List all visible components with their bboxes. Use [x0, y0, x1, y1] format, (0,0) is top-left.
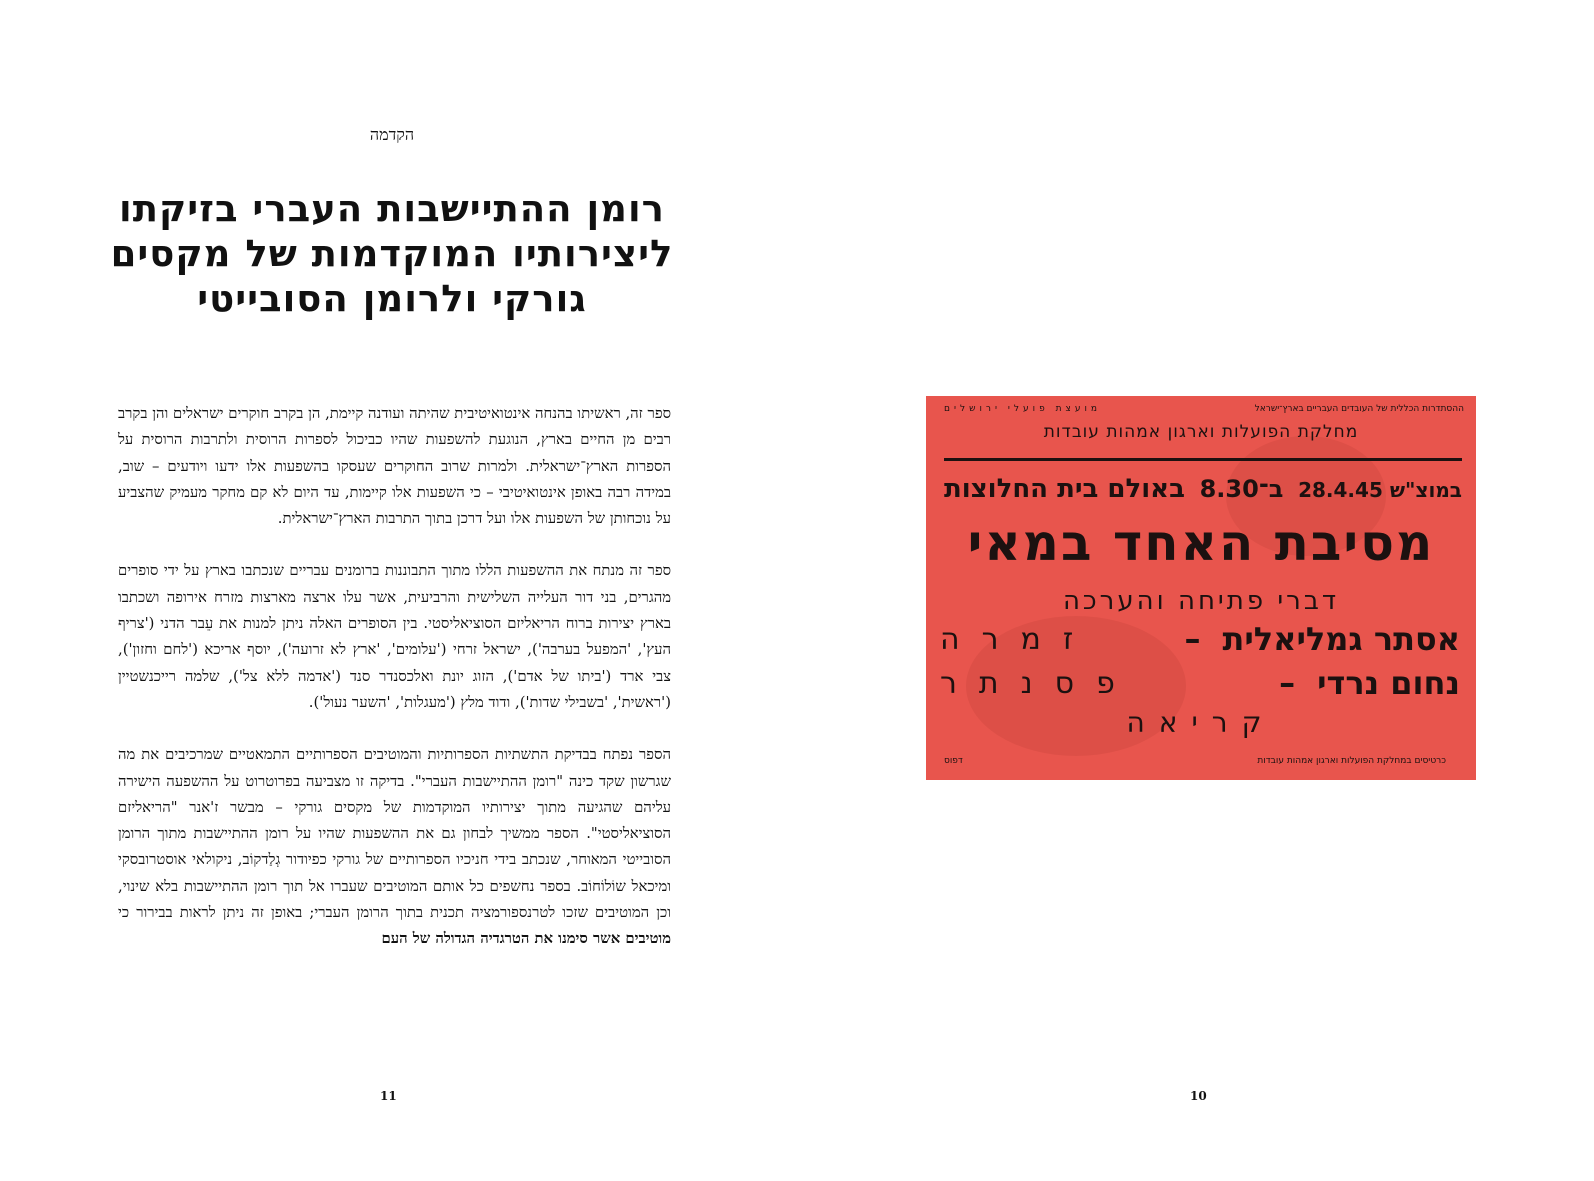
paragraph-2: ספר זה מנתח את ההשפעות הללו מתוך התבוננות ברומנים עבריים שנכתבו בארץ על ידי סופרים מהגרים, בני דור העלייה השלישית והרביעית, אשר עלו ארצה מארצות מזרח אירופה ושכתבו בארץ יצירות ברוח הריאליזם הסוציאליסטי. בין הסופרים האלה ניתן למנות את עֵבר הדני ('צריף העץ', 'המפעל בערבה'), ישראל זרחי ('עלומים', 'ארץ לא זרועה'), יוסף אריכא ('לחם וחזון'), צבי ארד ('ביתו של אדם'), הזוג יונת ואלכסנדר סנד ('אדמה ללא צל'), שלמה רייכנשטיין ('ראשית', 'בשבילי שדות'), ודוד מלץ ('מעגלות', 'השער נעול'). — [118, 562, 671, 711]
poster-footer-left: דפוס — [944, 756, 963, 766]
poster-rule — [944, 458, 1462, 461]
paragraph-3-bold: מוטיבים אשר סימנו את הטרגדיה הגדולה של העם — [381, 930, 671, 948]
poster-performer-row — [940, 620, 1460, 658]
poster-top-left: מועצת פועלי ירושלים — [944, 404, 1102, 414]
paragraph-3 — [118, 742, 671, 952]
poster-top-line — [944, 404, 1464, 414]
page-number-left: 11 — [380, 1089, 397, 1103]
poster-performer-name: נחום נרדי — [1317, 664, 1460, 702]
poster-performer-role: זמרה — [940, 621, 1096, 657]
poster-date: במוצ"ש 28.4.45 — [1298, 478, 1462, 502]
poster-reading: קריאה — [1126, 706, 1276, 739]
poster-headline: מסיבת האחד במאי — [967, 514, 1435, 572]
running-head: הקדמה — [369, 125, 415, 144]
page-number-right: 10 — [1190, 1089, 1207, 1103]
poster-subtitle: דברי פתיחה והערכה — [1062, 586, 1340, 616]
poster-footer-right: כרטיסים במחלקת הפועלות וארגון אמהות עובדות — [1257, 756, 1446, 766]
poster-time: ב־8.30 — [1199, 475, 1284, 503]
poster-performer-name: אסתר גמליאלית — [1222, 620, 1460, 658]
chapter-title: רומן ההתיישבות העברי בזיקתו ליצירותיו המוקדמות של מקסים גורקי ולרומן הסובייטי — [110, 187, 674, 320]
poster-footer — [944, 756, 1446, 766]
poster-organizer: מחלקת הפועלות וארגון אמהות עובדות — [1043, 422, 1359, 442]
poster-image — [926, 396, 1476, 780]
poster-location: באולם בית החלוצות — [944, 474, 1185, 504]
paragraph-3-text: הספר נפתח בבדיקת התשתיות הספרותיות והמוטיבים הספרותיים התמאטיים שמרכיבים את מה שגרשון שקד כינה "רומן ההתיישבות העברי". בדיקה זו מצביעה בפרוטרוט על ההשפעה הישירה עליהם שהגיעה מתוך יצירותיו המוקדמות של מקסים גורקי – מבשר ז'אנר "הריאליזם הסוציאליסטי". הספר ממשיך לבחון גם את ההשפעות שהיו על רומן ההתיישבות מתוך הרומן הסובייטי המאוחר, שנכתב בידי חניכיו הספרותיים של גורקי כפיודור גְלַדקוֹב, ניקולאי אוסטרובסקי ומיכאל שוֹלוֹחוֹב. בספר נחשפים כל אותם המוטיבים שעברו אל תוך רומן ההתיישבות בלא שינוי, וכן המוטיבים שזכו לטרנספורמציה תכנית בתוך הרומן העברי; באופן זה ניתן לראות בבירור כי — [118, 746, 671, 922]
poster-top-right: ההסתדרות הכללית של העובדים העבריים בארץ־ישראל — [1254, 404, 1464, 414]
poster-dash: – — [1279, 664, 1296, 702]
body-text — [118, 401, 671, 953]
poster-performer-role: פסנתר — [940, 665, 1137, 701]
poster-event-info — [944, 474, 1462, 504]
poster-dash: – — [1184, 620, 1201, 658]
poster-performer-row — [940, 664, 1460, 702]
paragraph-1: ספר זה, ראשיתו בהנחה אינטואיטיבית שהיתה ועודנה קיימת, הן בקרב חוקרים ישראלים והן בקרב רבים מן החיים בארץ, הנוגעת להשפעות שהיו כביכול לספרות הרוסית ולתרבות הרוסית על הספרות הארץ־ישראלית. ולמרות שרוב החוקרים שעסקו בהשפעות אלו ידעו ויודעים – שוב, במידה רבה באופן אינטואיטיבי – כי השפעות אלו קיימות, עד היום לא קם מחקר מעמיק שהצביע על נוכחותן של השפעות אלו ועל דרכן בתוך התרבות הארץ־ישראלית. — [118, 405, 671, 528]
